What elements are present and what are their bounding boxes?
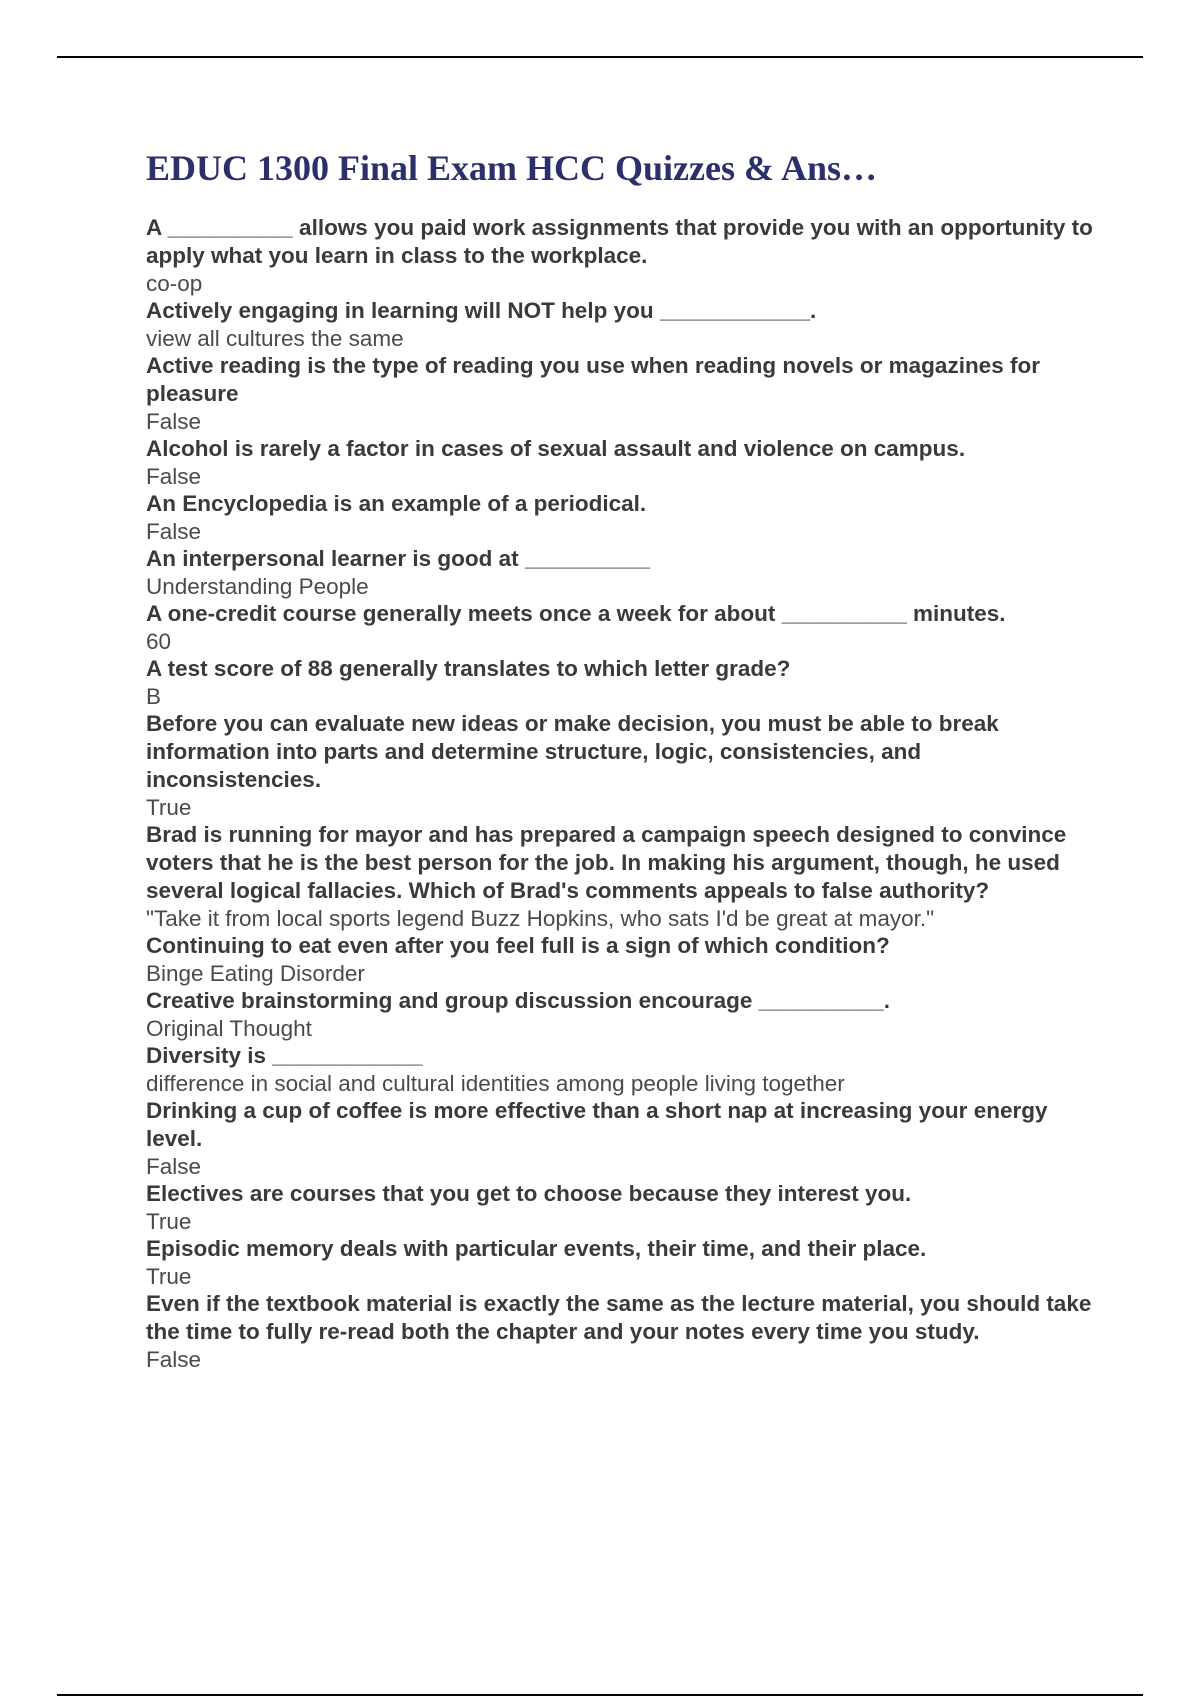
qa-item bbox=[146, 435, 1096, 490]
answer-text: Understanding People bbox=[146, 574, 369, 599]
qa-item bbox=[146, 932, 1096, 987]
qa-item bbox=[146, 710, 1096, 821]
answer-text: co-op bbox=[146, 271, 203, 296]
qa-item bbox=[146, 600, 1096, 655]
question-text: Brad is running for mayor and has prepared a campaign speech designed to convince voters that he is the best person for the job. In making his argument, though, he used several logical fallacies. Which of Brad's comments appeals to false authority? bbox=[146, 822, 1067, 903]
answer-text: True bbox=[146, 1264, 192, 1289]
question-text: Creative brainstorming and group discussion encourage __________. bbox=[146, 988, 891, 1013]
answer-text: False bbox=[146, 464, 202, 489]
qa-item bbox=[146, 1235, 1096, 1290]
answer-text: 60 bbox=[146, 629, 172, 654]
answer-text: True bbox=[146, 795, 192, 820]
question-text: Before you can evaluate new ideas or make decision, you must be able to break information into parts and determine structure, logic, consistencies, and inconsistencies. bbox=[146, 711, 999, 792]
question-text: An interpersonal learner is good at __________ bbox=[146, 546, 650, 571]
question-text: Alcohol is rarely a factor in cases of sexual assault and violence on campus. bbox=[146, 436, 966, 461]
question-text: Active reading is the type of reading you use when reading novels or magazines for pleasure bbox=[146, 353, 1040, 406]
answer-text: False bbox=[146, 409, 202, 434]
qa-item bbox=[146, 1290, 1096, 1373]
answer-text: difference in social and cultural identities among people living together bbox=[146, 1071, 845, 1096]
answer-text: Original Thought bbox=[146, 1016, 312, 1041]
qa-list bbox=[146, 214, 1096, 1373]
question-text: Episodic memory deals with particular events, their time, and their place. bbox=[146, 1236, 927, 1261]
question-text: Even if the textbook material is exactly the same as the lecture material, you should take the time to fully re-read both the chapter and your notes every time you study. bbox=[146, 1291, 1092, 1344]
question-text: Electives are courses that you get to choose because they interest you. bbox=[146, 1181, 912, 1206]
question-text: An Encyclopedia is an example of a periodical. bbox=[146, 491, 647, 516]
qa-item bbox=[146, 352, 1096, 435]
answer-text: False bbox=[146, 1154, 202, 1179]
question-text: Drinking a cup of coffee is more effective than a short nap at increasing your energy level. bbox=[146, 1098, 1048, 1151]
top-divider bbox=[57, 56, 1143, 58]
answer-text: False bbox=[146, 519, 202, 544]
question-text: A one-credit course generally meets once a week for about __________ minutes. bbox=[146, 601, 1006, 626]
answer-text: Binge Eating Disorder bbox=[146, 961, 365, 986]
qa-item bbox=[146, 490, 1096, 545]
qa-item bbox=[146, 987, 1096, 1042]
qa-item bbox=[146, 821, 1096, 932]
document-page bbox=[146, 144, 1096, 1373]
question-text: Diversity is ____________ bbox=[146, 1043, 423, 1068]
answer-text: B bbox=[146, 684, 162, 709]
bottom-divider bbox=[57, 1694, 1143, 1696]
qa-item bbox=[146, 545, 1096, 600]
qa-item bbox=[146, 1180, 1096, 1235]
question-text: Continuing to eat even after you feel full is a sign of which condition? bbox=[146, 933, 890, 958]
answer-text: True bbox=[146, 1209, 192, 1234]
qa-item bbox=[146, 1042, 1096, 1097]
answer-text: False bbox=[146, 1347, 202, 1372]
qa-item bbox=[146, 1097, 1096, 1180]
question-text: A __________ allows you paid work assignments that provide you with an opportunity to apply what you learn in class to the workplace. bbox=[146, 215, 1093, 268]
qa-item bbox=[146, 655, 1096, 710]
qa-item bbox=[146, 214, 1096, 297]
question-text: A test score of 88 generally translates to which letter grade? bbox=[146, 656, 791, 681]
answer-text: view all cultures the same bbox=[146, 326, 404, 351]
answer-text: "Take it from local sports legend Buzz Hopkins, who sats I'd be great at mayor." bbox=[146, 906, 935, 931]
question-text: Actively engaging in learning will NOT help you ____________. bbox=[146, 298, 817, 323]
qa-item bbox=[146, 297, 1096, 352]
document-title: EDUC 1300 Final Exam HCC Quizzes & Ans… bbox=[146, 148, 878, 188]
